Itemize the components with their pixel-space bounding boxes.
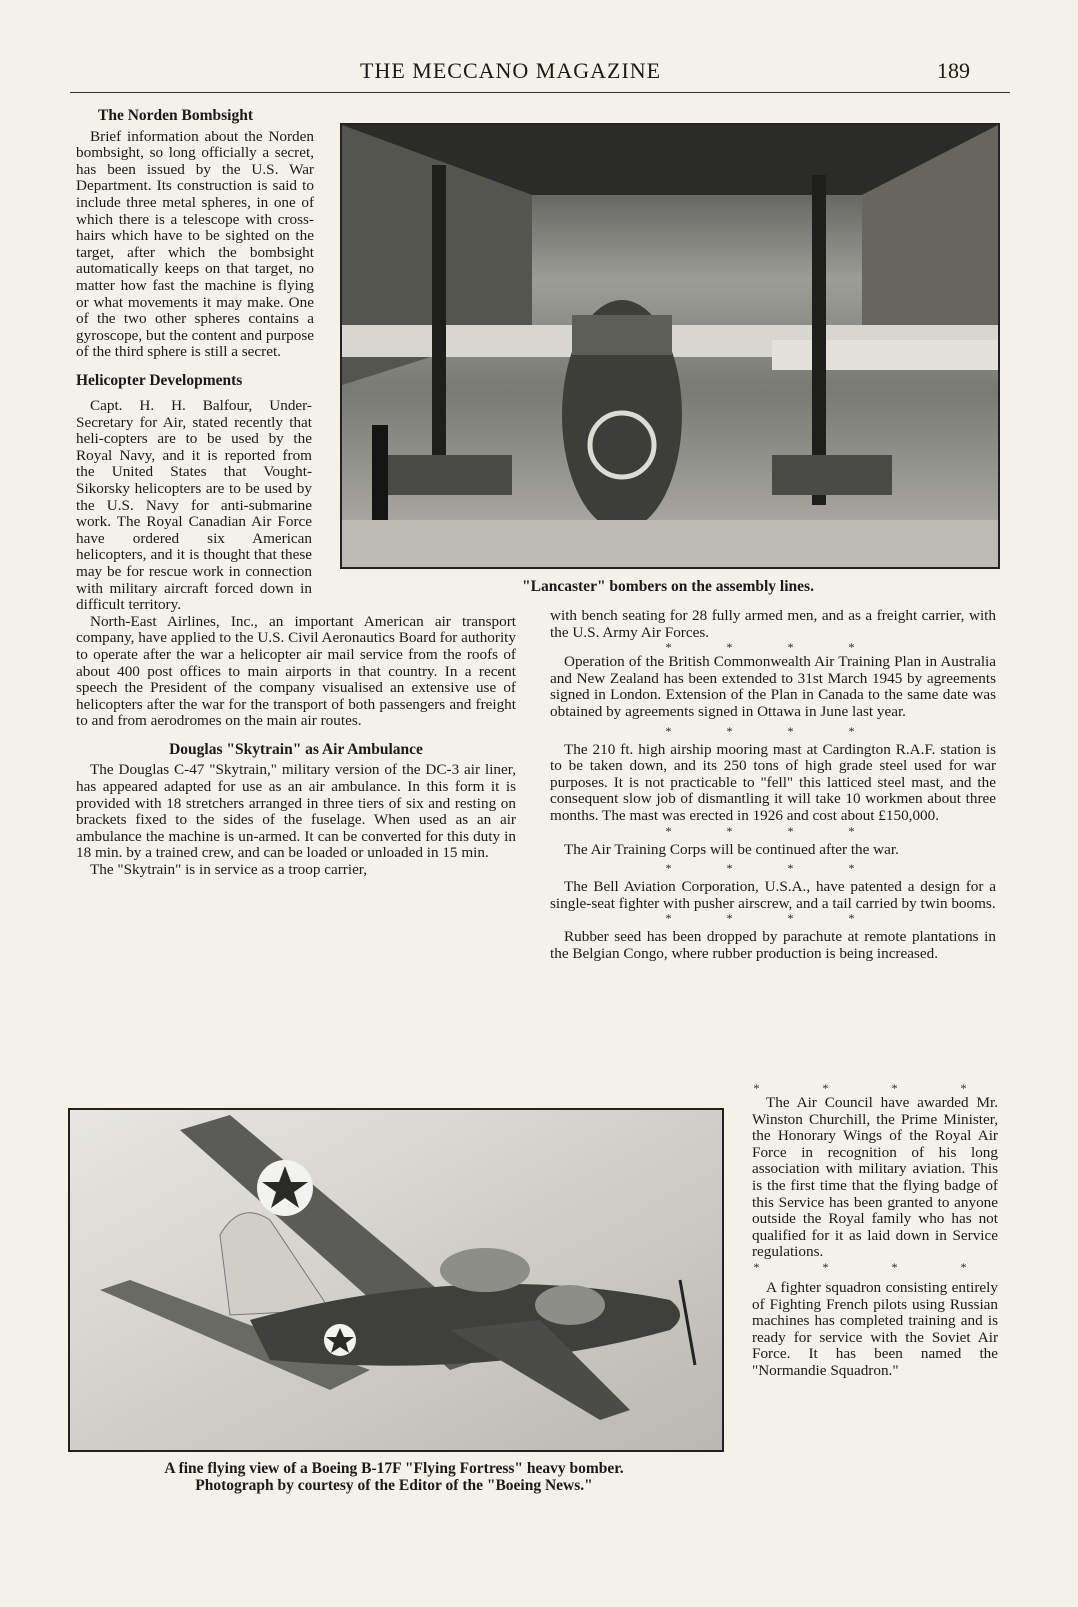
mooring-mast-note: The 210 ft. high airship mooring mast at Cardington R.A.F. station is to be taken down, and its 250 tons of high grade steel used for war purposes. It is not practicable to "fell" this latticed steel mast, and the consequent slow job of dismantling it will take 10 workmen about three months. The mast was erected in 1926 and cost about £150,000.: [550, 740, 996, 824]
fortress-caption-line-2: Photograph by courtesy of the Editor of the "Boeing News.": [195, 1477, 593, 1494]
separator-stars: * * * *: [665, 911, 881, 926]
separator-stars: * * * *: [665, 861, 881, 876]
helicopter-body-2: North-East Airlines, Inc., an important American air transport company, have applied to the U.S. Civil Aeronautics Board for authority to operate after the war a helicopter air mail service from the roofs of about 400 post offices to main airports in that country. In a recent speech the President of the company visualised an extensive use of helicopters after the war for the transport of both passengers and freight to and from aerodromes on the main air routes.: [76, 612, 516, 730]
magazine-title: THE MECCANO MAGAZINE: [360, 58, 662, 83]
right-column: [550, 608, 996, 963]
fortress-caption-line-1: A fine flying view of a Boeing B-17F "Flying Fortress" heavy bomber.: [164, 1460, 624, 1477]
churchill-note: The Air Council have awarded Mr. Winston Churchill, the Prime Minister, the Honorary Wings of the Royal Air Force in recognition of his long association with military aviation. This is the first time that the flying badge of this Service has been granted to anyone outside the Royal family who has not qualified for it as laid down in Service regulations.: [752, 1094, 998, 1261]
separator-stars: * * * *: [753, 1259, 997, 1274]
norden-body: Brief information about the Norden bombsight, so long officially a secret, has been issued by the U.S. War Department. Its construction is said to include three metal spheres, in one of which there is a telescope with cross-hairs which have to be sighted on the target, after which the bombsight automatically keeps on that target, no matter how fast the machine is flying or what movements it may make. One of the two other spheres contains a gyroscope, but the content and purpose of the third sphere is still a secret.: [76, 127, 314, 361]
separator-stars: * * * *: [665, 823, 881, 838]
separator-stars: * * * *: [665, 640, 881, 655]
page-number: 189: [937, 58, 970, 83]
fortress-photo: [68, 1108, 724, 1452]
helicopter-section: [76, 398, 516, 879]
separator-stars: * * * *: [753, 1081, 997, 1095]
page-header: [70, 52, 1010, 93]
helicopter-body-1: Capt. H. H. Balfour, Under-Secretary for Air, stated recently that heli-copters are to be used by the Royal Navy, and it is reported from the United States that Vought-Sikorsky helicopters are to be used by the U.S. Navy for anti-submarine work. The Royal Canadian Air Force have ordered six American helicopters, and it is thought that these may be for rescue work in connection with military aircraft forced down in difficult territory.: [76, 397, 312, 614]
helicopter-heading: Helicopter Developments: [76, 371, 243, 389]
skytrain-heading: Douglas "Skytrain" as Air Ambulance: [169, 740, 423, 758]
skytrain-body-3: with bench seating for 28 fully armed men, and as a freight carrier, with the U.S. Army Air Forces.: [550, 607, 996, 641]
training-corps-note: The Air Training Corps will be continued after the war.: [564, 840, 899, 858]
lancaster-caption: "Lancaster" bombers on the assembly lines.: [522, 578, 814, 595]
flying-fortress-image: [70, 1110, 722, 1450]
rubber-note: Rubber seed has been dropped by parachute at remote plantations in the Belgian Congo, where rubber production is being increased.: [550, 928, 996, 962]
photo-wrap-spacer: [312, 398, 516, 598]
skytrain-body-2: The "Skytrain" is in service as a troop carrier,: [90, 861, 368, 879]
separator-stars: * * * *: [665, 723, 881, 738]
normandie-note: A fighter squadron consisting entirely of Fighting French pilots using Russian machines has completed training and is ready for service with the Soviet Air Force. It has been named the "Normandie Squadron.": [752, 1278, 998, 1379]
norden-heading: The Norden Bombsight: [98, 107, 254, 124]
bell-note: The Bell Aviation Corporation, U.S.A., have patented a design for a single-seat fighter with pusher airscrew, and a tail carried by twin booms.: [550, 878, 996, 912]
fortress-caption: [68, 1460, 720, 1494]
training-plan-note: Operation of the British Commonwealth Air Training Plan in Australia and New Zealand has been extended to 31st March 1945 by agreements signed in London. Extension of the Plan in Canada to the same date was obtained by agreements signed in Ottawa in June last year.: [550, 653, 996, 720]
norden-section: [76, 108, 314, 394]
skytrain-body-1: The Douglas C-47 "Skytrain," military version of the DC-3 air liner, has appeared adapted for use as an air ambulance. In this form it is provided with 18 stretchers arranged in three tiers of six and resting on brackets fixed to the sides of the fuselage. When used as an air ambulance the machine is un-armed. It can be converted for this duty in 18 min. by a trained crew, and can be loaded or unloaded in 15 min.: [76, 761, 516, 862]
narrow-right-column: [752, 1082, 998, 1380]
